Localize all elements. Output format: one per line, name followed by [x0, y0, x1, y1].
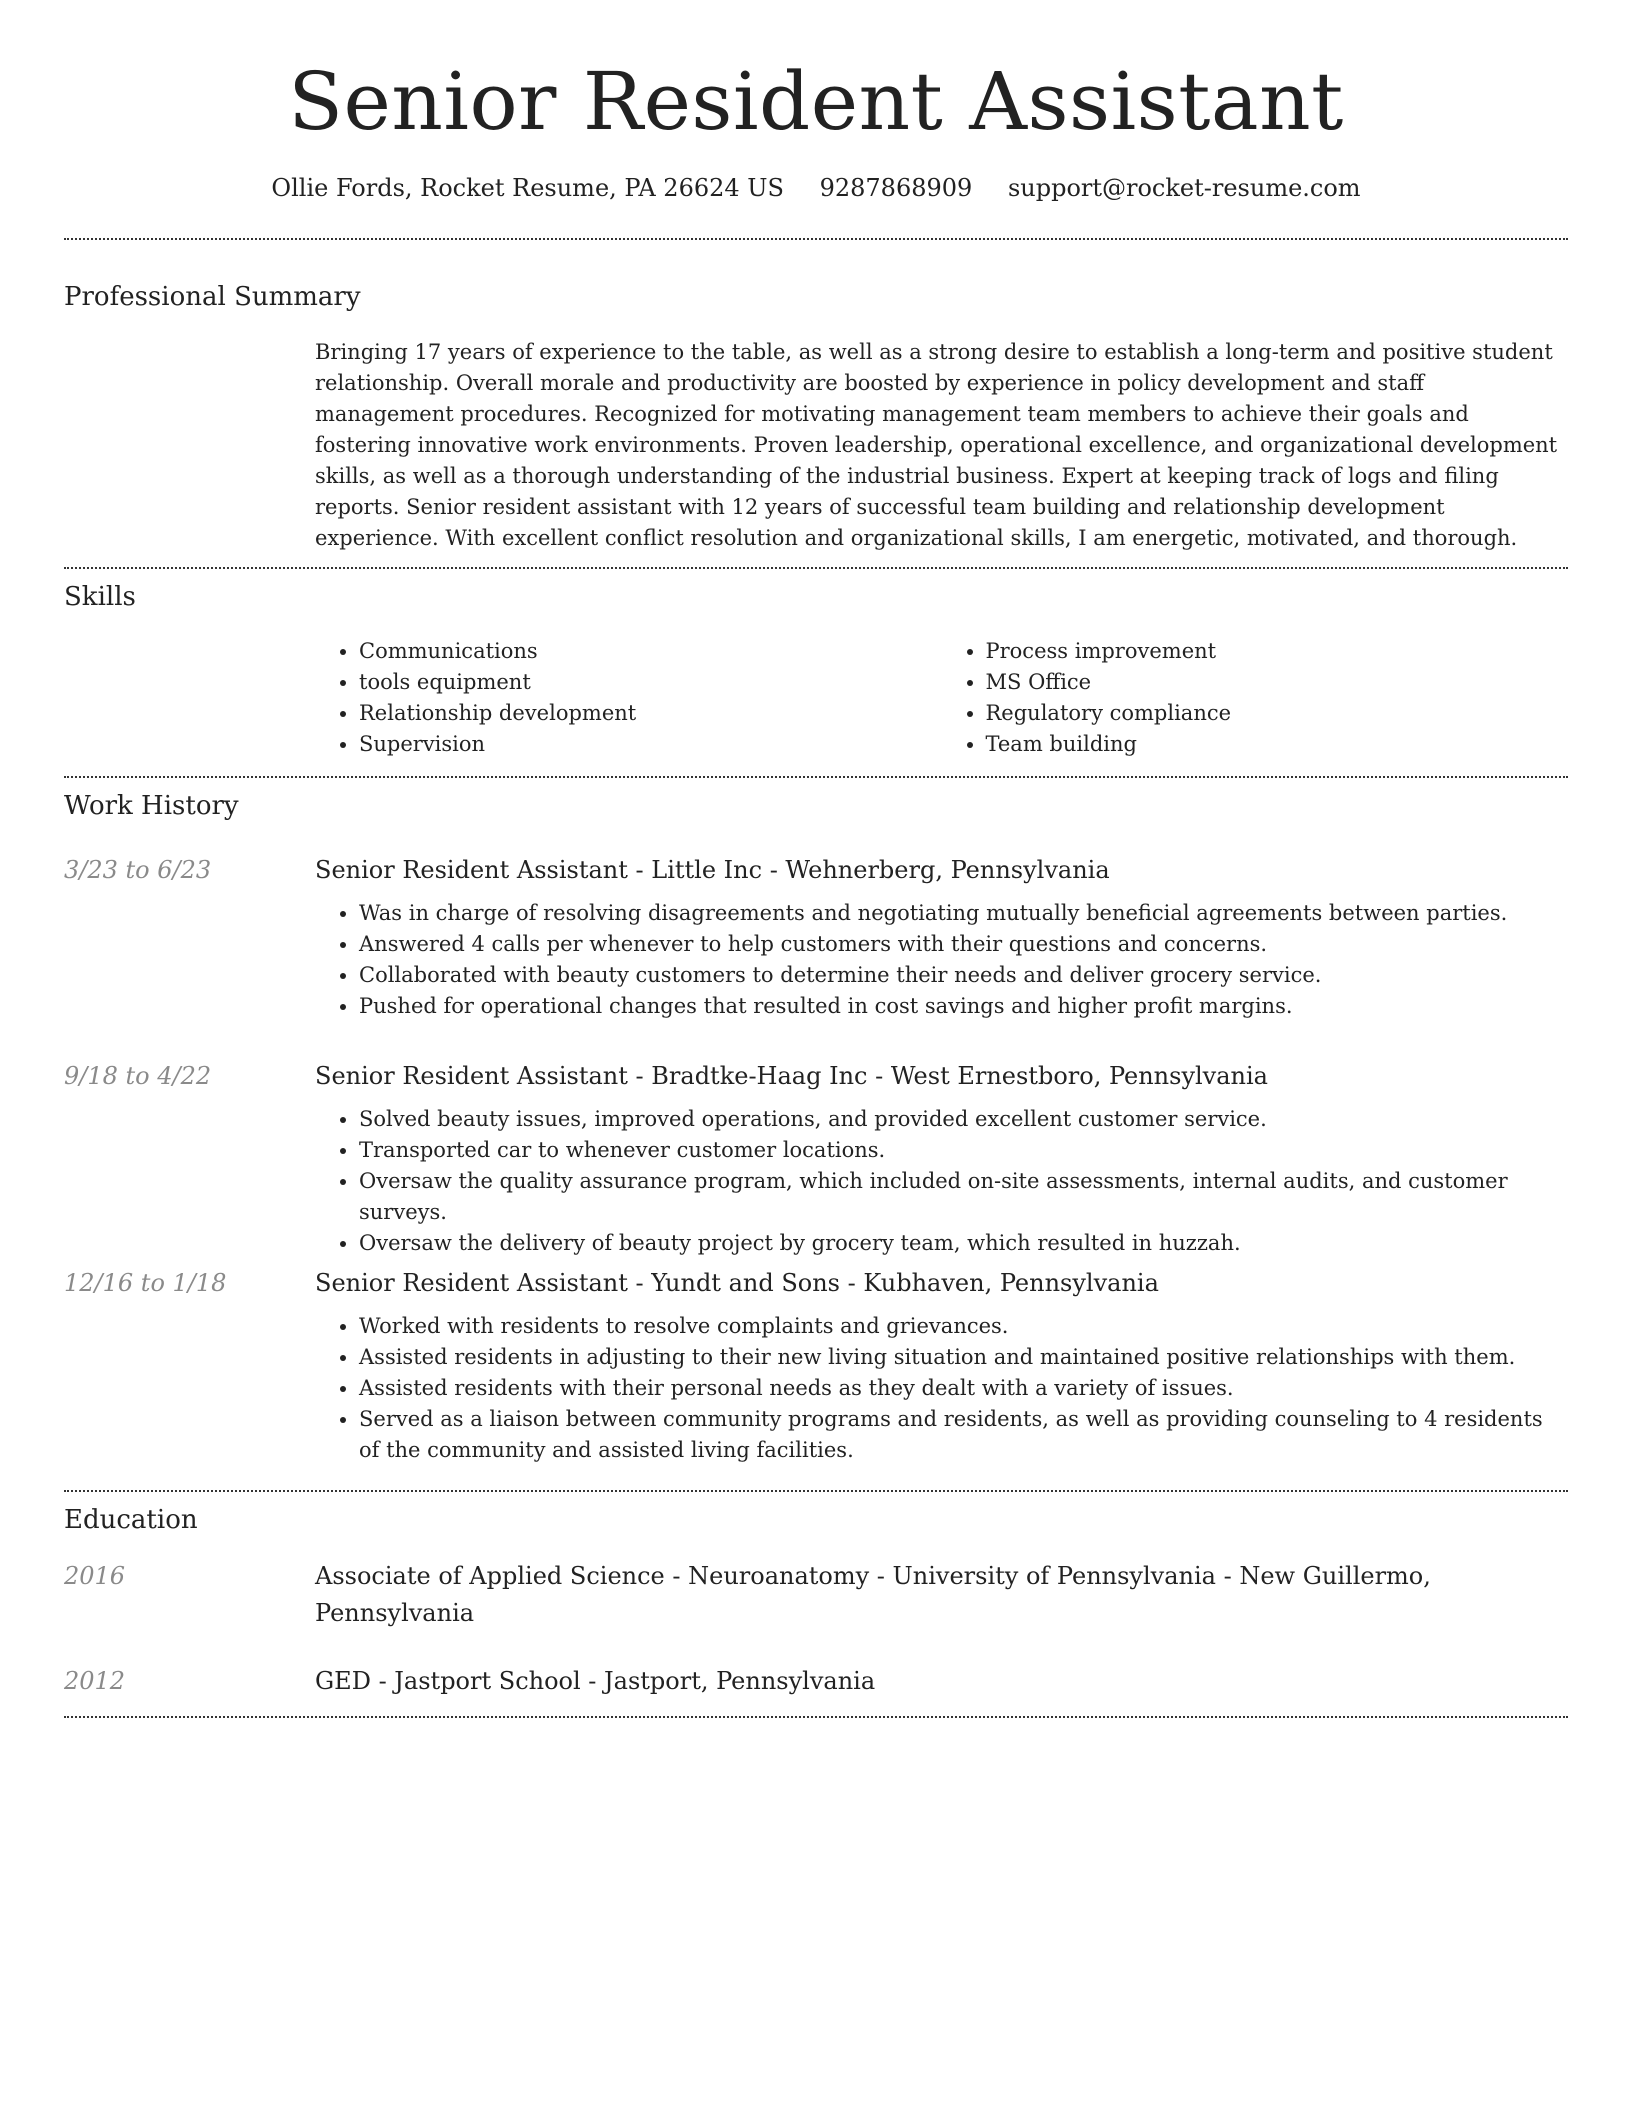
education-entry: [315, 1663, 1568, 1700]
resume-title: Senior Resident Assistant: [288, 55, 1344, 148]
contact-phone: 9287868909: [819, 174, 973, 202]
summary-text: Bringing 17 years of experience to the table, as well as a strong desire to establish a long-term and positive student relationship. Overall morale and productivity are boosted by experience in policy development and staff management procedures. Recognized for motivating management team members to achieve their goals and fostering innovative work environments. Proven leadership, operational excellence, and organizational development skills, as well as a thorough understanding of the industrial business. Expert at keeping track of logs and filing reports. Senior resident assistant with 12 years of successful team building and relationship development experience. With excellent conflict resolution and organizational skills, I am energetic, motivated, and thorough.: [315, 340, 1558, 550]
education-title: GED - Jastport School - Jastport, Pennsylvania: [315, 1667, 876, 1695]
skills-heading: Skills: [64, 582, 136, 612]
education-year: 2012: [64, 1667, 126, 1695]
job-bullets: [315, 898, 1568, 1022]
job-bullet: • Oversaw the delivery of beauty project by grocery team, which resulted in huzzah.: [359, 1228, 1568, 1259]
section-divider: [64, 776, 1568, 778]
job-bullet: • Assisted residents with their personal needs as they dealt with a variety of issues.: [359, 1373, 1568, 1404]
skills-list: [315, 636, 1568, 760]
skill-item: • Supervision: [359, 729, 942, 760]
skill-item: • Process improvement: [986, 636, 1569, 667]
job-dates: 12/16 to 1/18: [64, 1269, 227, 1297]
section-divider: [64, 1716, 1568, 1718]
section-divider: [64, 238, 1568, 240]
contact-email: support@rocket-resume.com: [1007, 174, 1361, 202]
work-heading: Work History: [64, 791, 239, 821]
skills-column-right: [942, 636, 1569, 760]
job-bullet: • Served as a liaison between community programs and residents, as well as providing counseling to 4 residents of the community and assisted living facilities.: [359, 1404, 1568, 1466]
job-bullet: • Worked with residents to resolve complaints and grievances.: [359, 1311, 1568, 1342]
skill-item: • Regulatory compliance: [986, 698, 1569, 729]
job-title: Senior Resident Assistant - Little Inc - Wehnerberg, Pennsylvania: [315, 856, 1110, 884]
job-bullet: • Collaborated with beauty customers to determine their needs and deliver grocery service.: [359, 960, 1568, 991]
section-divider: [64, 1490, 1568, 1492]
skill-item: • Communications: [359, 636, 942, 667]
skill-item: • tools equipment: [359, 667, 942, 698]
contact-address: Ollie Fords, Rocket Resume, PA 26624 US: [271, 174, 784, 202]
job-bullet: • Oversaw the quality assurance program, which included on-site assessments, internal audits, and customer surveys.: [359, 1166, 1568, 1228]
job-bullet: • Answered 4 calls per whenever to help customers with their questions and concerns.: [359, 929, 1568, 960]
education-title: Associate of Applied Science - Neuroanatomy - University of Pennsylvania - New Guillermo, Pennsylvania: [315, 1562, 1431, 1627]
job-bullet: • Solved beauty issues, improved operations, and provided excellent customer service.: [359, 1104, 1568, 1135]
education-year: 2016: [64, 1562, 126, 1590]
skills-column-left: [315, 636, 942, 760]
section-divider: [64, 567, 1568, 569]
skill-item: • MS Office: [986, 667, 1569, 698]
job-dates: 3/23 to 6/23: [64, 856, 212, 884]
summary-heading: Professional Summary: [64, 282, 361, 312]
job-bullet: • Pushed for operational changes that resulted in cost savings and higher profit margins.: [359, 991, 1568, 1022]
job-bullet: • Transported car to whenever customer locations.: [359, 1135, 1568, 1166]
education-heading: Education: [64, 1505, 198, 1535]
summary-section: [315, 337, 1568, 554]
job-title: Senior Resident Assistant - Yundt and Sons - Kubhaven, Pennsylvania: [315, 1269, 1159, 1297]
job-entry: [315, 852, 1568, 1022]
skill-item: • Team building: [986, 729, 1569, 760]
contact-line: [64, 170, 1568, 206]
education-entry: [315, 1558, 1568, 1632]
job-bullet: • Assisted residents in adjusting to their new living situation and maintained positive relationships with them.: [359, 1342, 1568, 1373]
skill-item: • Relationship development: [359, 698, 942, 729]
job-title: Senior Resident Assistant - Bradtke-Haag Inc - West Ernestboro, Pennsylvania: [315, 1062, 1268, 1090]
job-bullets: [315, 1311, 1568, 1466]
job-entry: [315, 1265, 1568, 1466]
job-dates: 9/18 to 4/22: [64, 1062, 212, 1090]
job-bullets: [315, 1104, 1568, 1259]
job-bullet: • Was in charge of resolving disagreements and negotiating mutually beneficial agreements between parties.: [359, 898, 1568, 929]
job-entry: [315, 1058, 1568, 1259]
